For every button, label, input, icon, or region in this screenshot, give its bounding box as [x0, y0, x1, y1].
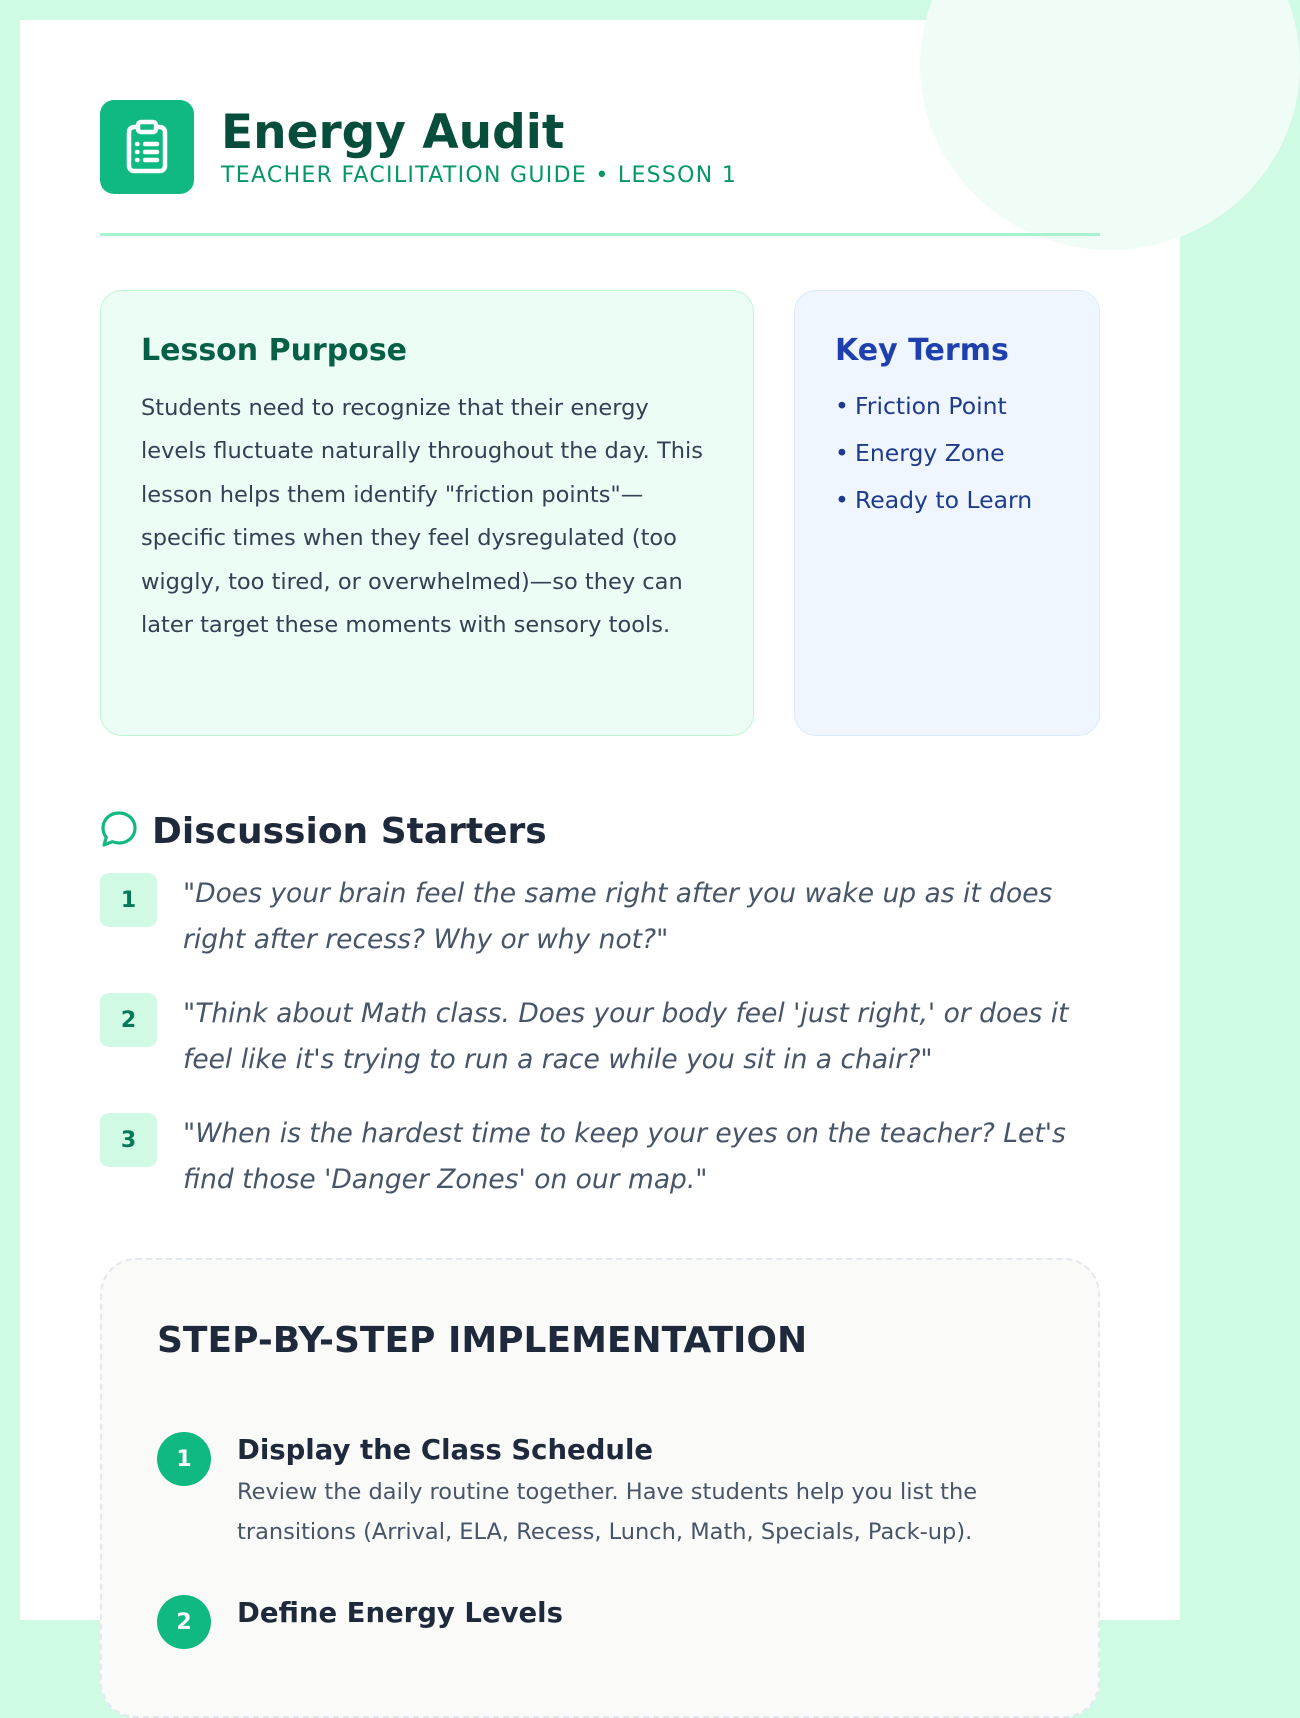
key-term-label: Energy Zone: [855, 439, 1005, 467]
bullet-icon: •: [835, 439, 849, 467]
key-term-item: [835, 477, 1059, 524]
step-number: 1: [157, 1432, 211, 1486]
lesson-purpose-card: [100, 290, 754, 736]
lesson-purpose-heading: Lesson Purpose: [141, 333, 408, 368]
discussion-heading: Discussion Starters: [152, 810, 547, 852]
key-term-label: Ready to Learn: [855, 486, 1033, 514]
page-header: [100, 100, 737, 194]
discussion-item: [100, 871, 1100, 991]
title-block: [221, 104, 738, 188]
page-subtitle: TEACHER FACILITATION GUIDE • LESSON 1: [221, 162, 738, 188]
step-description: Review the daily routine together. Have students help you list the transitions (Arrival, ELA, Recess, Lunch, Math, Specials, Pack-up).: [237, 1479, 978, 1545]
guide-page: [20, 20, 1180, 1635]
discussion-item: [100, 1111, 1100, 1231]
step-number: 2: [157, 1595, 211, 1649]
implementation-heading: STEP-BY-STEP IMPLEMENTATION: [157, 1320, 808, 1361]
step-title: Display the Class Schedule: [237, 1434, 654, 1466]
key-terms-list: [835, 383, 1059, 524]
discussion-number: 2: [100, 993, 157, 1047]
clipboard-icon: [100, 100, 194, 194]
bullet-icon: •: [835, 392, 849, 420]
page-title: Energy Audit: [221, 104, 565, 160]
discussion-list: [100, 871, 1100, 1231]
discussion-question: "Does your brain feel the same right after you wake up as it does right after recess? Why or why not?": [183, 878, 1053, 955]
discussion-header: [100, 810, 547, 852]
header-divider: [100, 233, 1100, 236]
step-body: [237, 1432, 1098, 1552]
discussion-number: 3: [100, 1113, 157, 1167]
key-term-item: [835, 383, 1059, 430]
discussion-question: "Think about Math class. Does your body feel 'just right,' or does it feel like it's trying to run a race while you sit in a chair?": [183, 998, 1069, 1075]
discussion-number: 1: [100, 873, 157, 927]
key-term-item: [835, 430, 1059, 477]
discussion-item: [100, 991, 1100, 1111]
key-terms-heading: Key Terms: [835, 333, 1009, 368]
discussion-question: "When is the hardest time to keep your eyes on the teacher? Let's find those 'Danger Zones' on our map.": [183, 1118, 1066, 1195]
key-terms-card: [794, 290, 1100, 736]
step-title: Define Energy Levels: [237, 1597, 563, 1629]
key-term-label: Friction Point: [855, 392, 1007, 420]
step-body: [237, 1595, 563, 1631]
lesson-purpose-text: Students need to recognize that their energy levels fluctuate naturally throughout the day. This lesson helps them identify "friction points"—specific times when they feel dysregulated (too wiggly, too tired, or overwhelmed)—so they can later target these moments with sensory tools.: [141, 395, 703, 639]
implementation-card: [100, 1258, 1100, 1718]
corner-decoration: [920, 0, 1300, 250]
implementation-step: [157, 1595, 563, 1649]
speech-bubble-icon: [100, 810, 138, 852]
implementation-step: [157, 1432, 1098, 1552]
bullet-icon: •: [835, 486, 849, 514]
